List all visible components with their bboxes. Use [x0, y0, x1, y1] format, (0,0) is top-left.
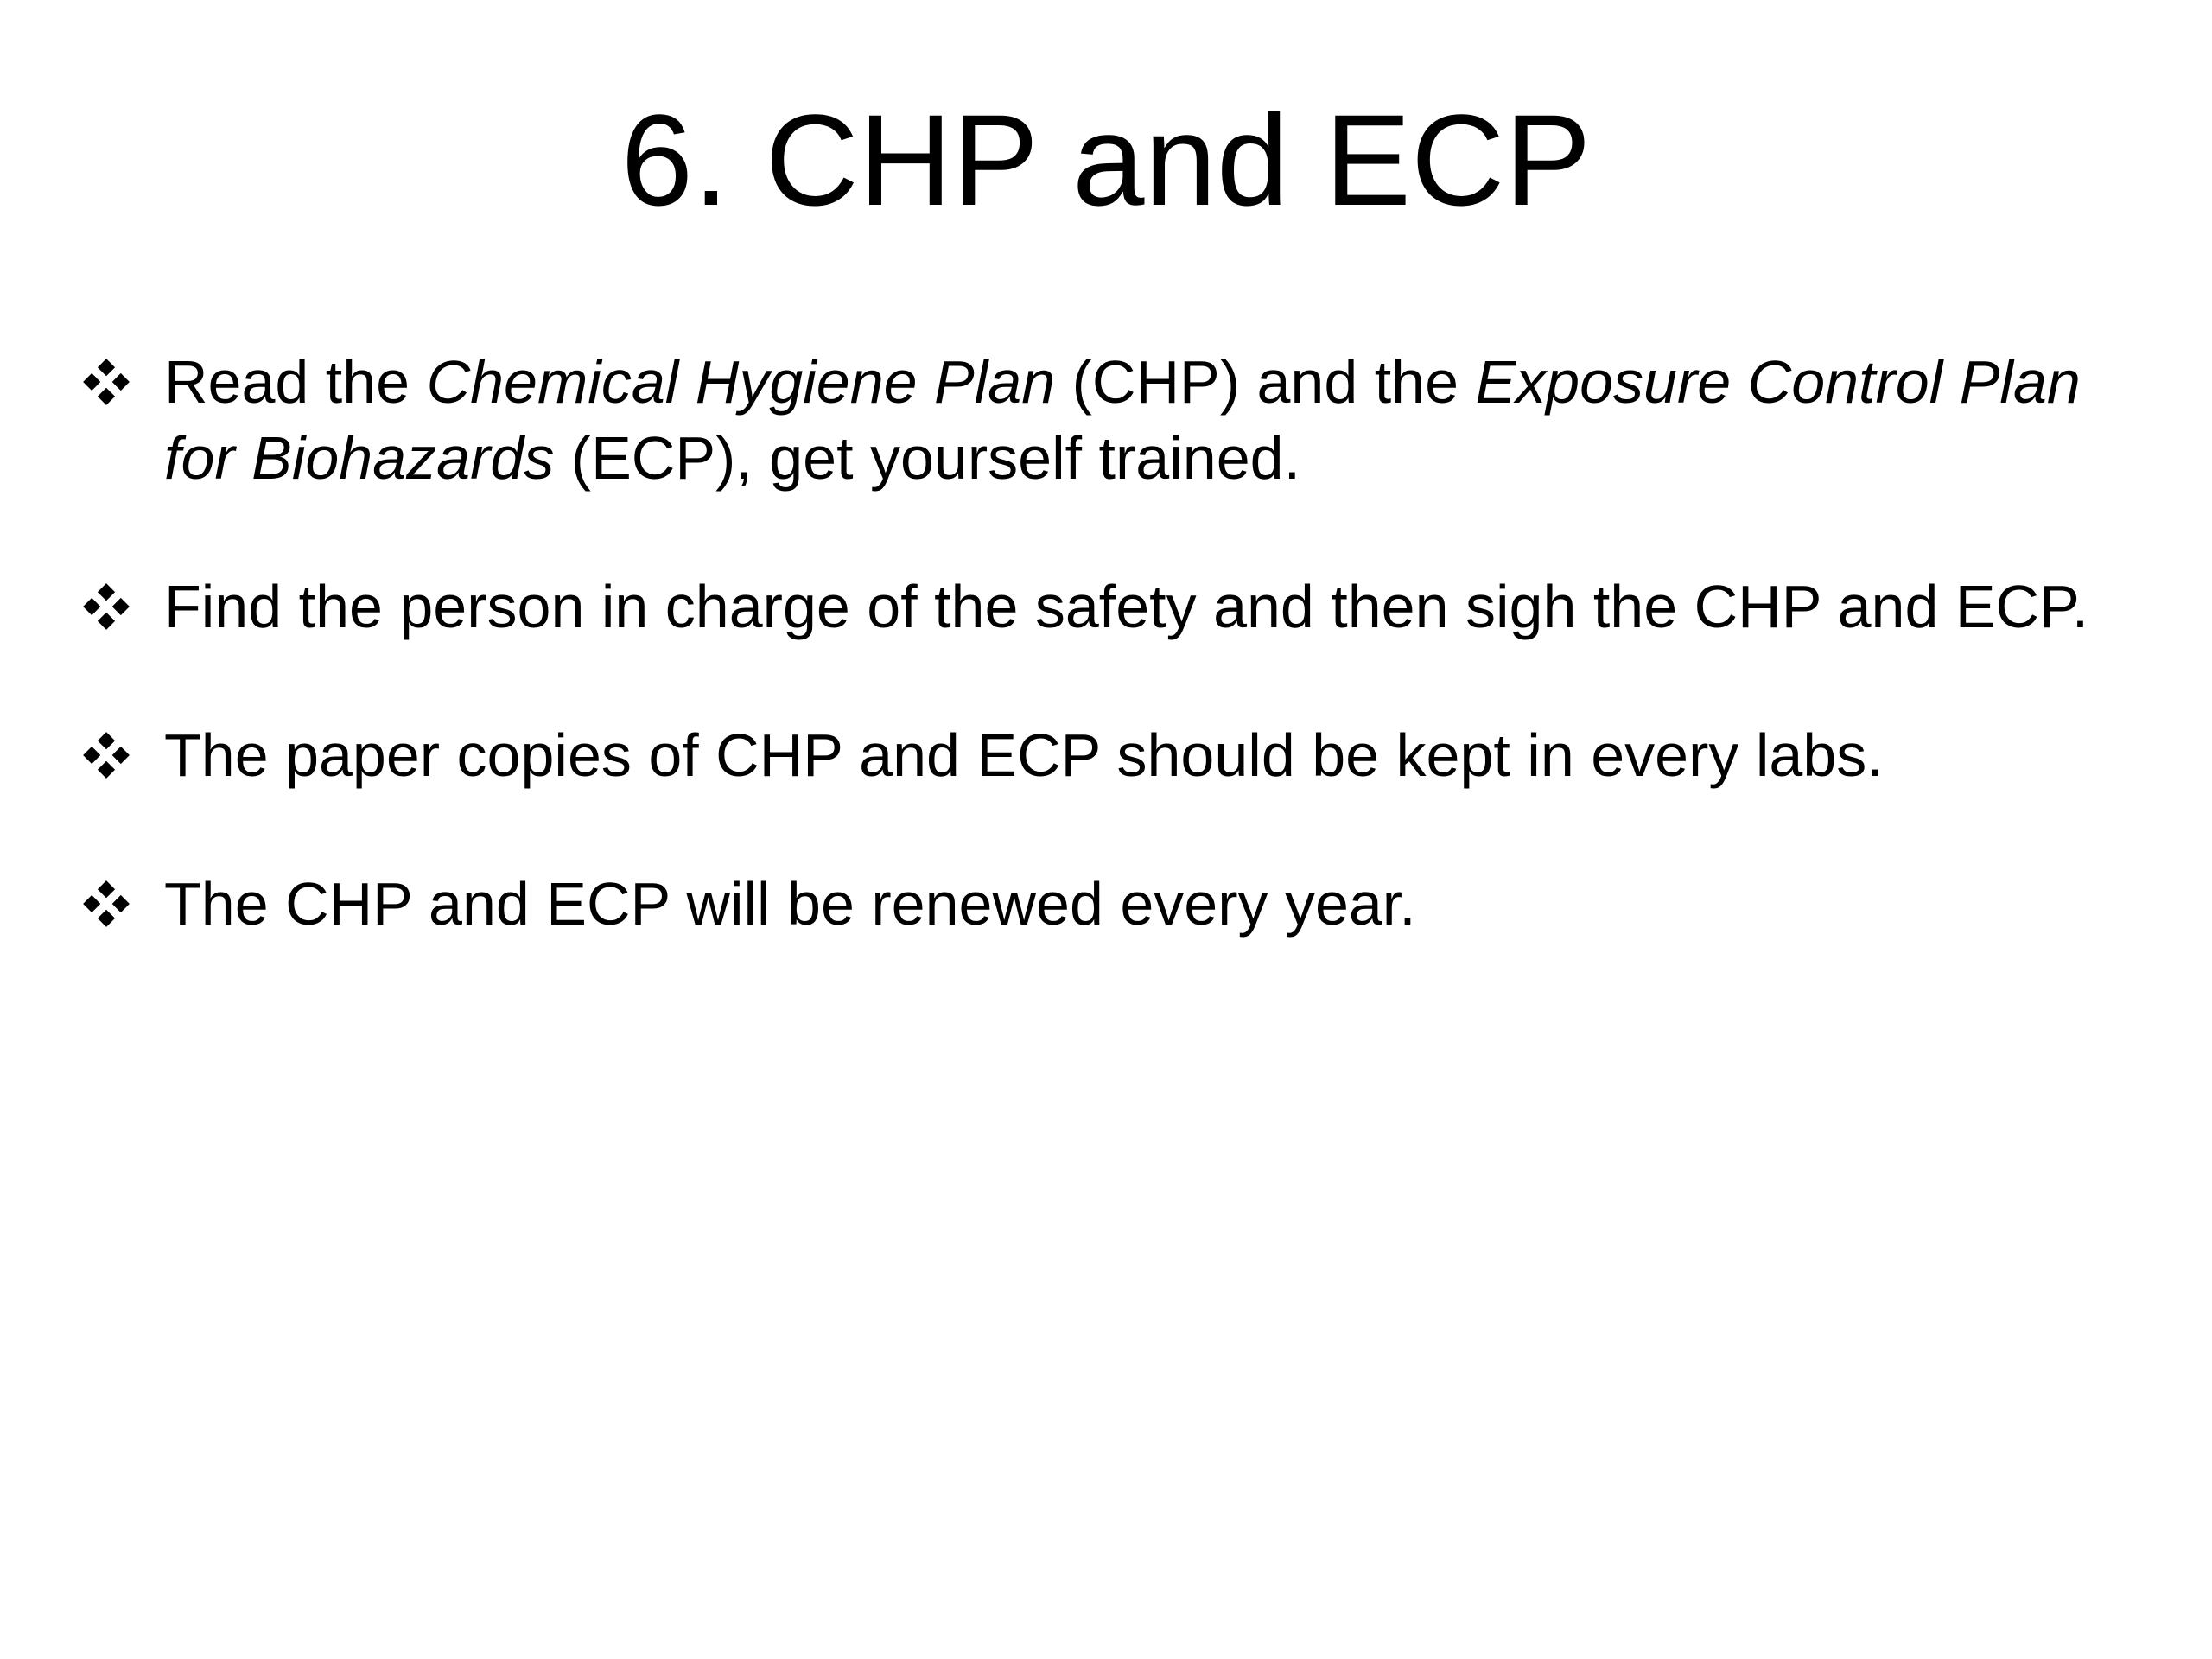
diamond-shape — [83, 747, 100, 764]
four-diamond-bullet-icon — [82, 344, 134, 420]
bullet-text — [164, 348, 2081, 492]
bullet-item — [82, 866, 2156, 942]
diamond-shape — [83, 598, 100, 615]
bullet-item — [82, 717, 2156, 793]
diamond-shape — [112, 373, 130, 391]
diamond-shape — [98, 910, 115, 927]
diamond-shape — [98, 388, 115, 405]
bullet-text: The CHP and ECP will be renewed every year. — [164, 870, 1416, 938]
bullet-text: The paper copies of CHP and ECP should be kept in every labs. — [164, 721, 1884, 789]
diamond-shape — [112, 747, 130, 764]
bullet-text-part: (ECP), get yourself trained. — [554, 424, 1301, 492]
diamond-shape — [98, 732, 115, 749]
four-diamond-bullet-icon — [82, 866, 134, 942]
diamond-shape — [83, 373, 100, 391]
diamond-shape — [98, 359, 115, 376]
slide-title: 6. CHP and ECP — [620, 87, 1592, 232]
bullet-text-italic: Exposure Control Plan for Biohazards — [164, 348, 2081, 492]
four-diamond-bullet-shape — [82, 731, 130, 779]
bullet-text-part: Read the — [164, 348, 427, 416]
diamond-shape — [112, 895, 130, 912]
four-diamond-bullet-icon — [82, 569, 134, 645]
four-diamond-bullet-shape — [82, 880, 130, 928]
diamond-shape — [98, 880, 115, 898]
diamond-shape — [112, 598, 130, 615]
four-diamond-bullet-icon — [82, 717, 134, 793]
diamond-shape — [98, 583, 115, 601]
four-diamond-bullet-shape — [82, 582, 130, 631]
bullet-text: Find the person in charge of the safety and then sigh the CHP and ECP. — [164, 573, 2089, 640]
bullet-item — [82, 569, 2156, 645]
bullet-item — [82, 344, 2156, 496]
diamond-shape — [83, 895, 100, 912]
bullet-text-part: (CHP) and the — [1055, 348, 1476, 416]
diamond-shape — [98, 613, 115, 630]
bullet-text-italic: Chemical Hygiene Plan — [426, 348, 1056, 416]
diamond-shape — [98, 761, 115, 779]
bullet-list — [82, 344, 2156, 942]
four-diamond-bullet-shape — [82, 358, 130, 406]
